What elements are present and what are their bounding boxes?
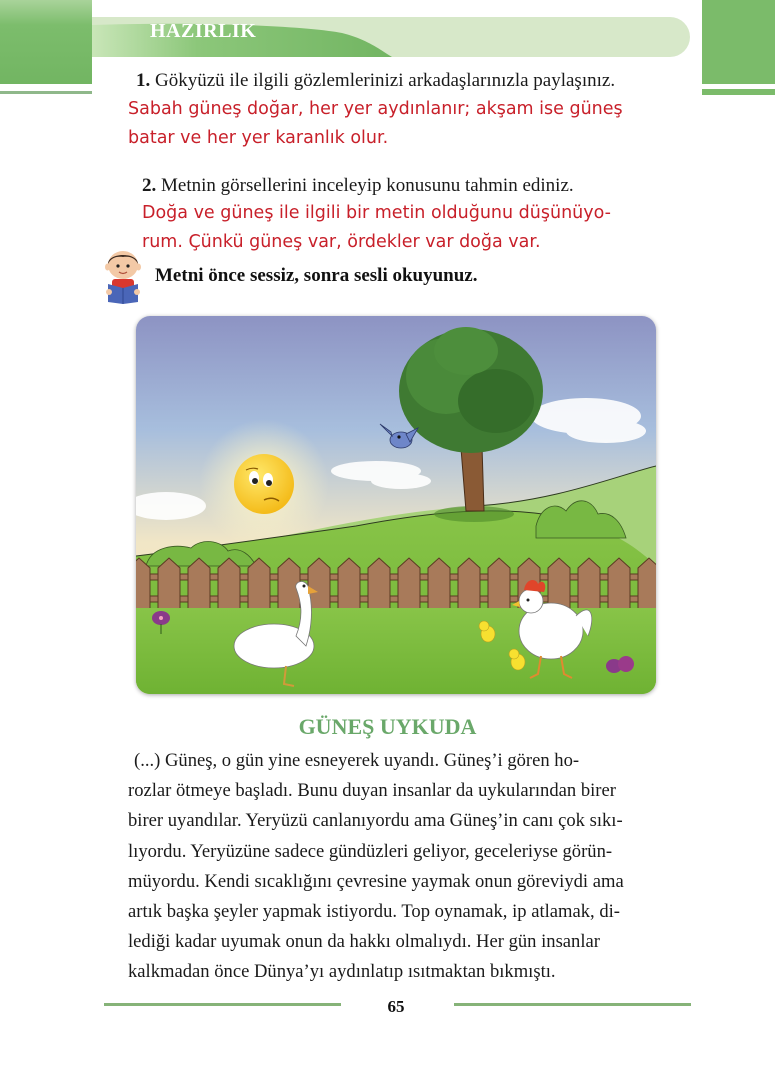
story-line: müyordu. Kendi sıcaklığını çevresine yaymak onun göreviydi ama (128, 870, 624, 892)
story-line: (...) Güneş, o gün yine esneyerek uyandı. Güneş’i gören ho- (134, 750, 580, 771)
answer-line: batar ve her yer karanlık olur. (128, 128, 389, 148)
footer-rule-left (104, 1003, 341, 1006)
question-text: Gökyüzü ile ilgili gözlemlerinizi arkadaşlarınızla paylaşınız. (155, 70, 616, 91)
story-line: birer uyandılar. Yeryüzü canlanıyordu ama Güneş’in canı çok sıkı- (128, 810, 623, 832)
question-number: 2. (142, 175, 157, 196)
story-line: rozlar ötmeye başladı. Bunu duyan insanlar da uykularından birer (128, 780, 616, 802)
story-illustration (136, 316, 656, 694)
corner-decoration-right (702, 0, 775, 84)
footer-rule-right (454, 1003, 691, 1006)
question-number: 1. (136, 70, 151, 91)
section-title: HAZIRLIK (150, 20, 257, 42)
question-text: Metnin görsellerini inceleyip konusunu tahmin ediniz. (161, 175, 574, 196)
story-line: kalkmadan önce Dünya’yı aydınlatıp ısıtmaktan bıkmıştı. (128, 961, 556, 983)
answer-1 (128, 95, 623, 153)
answer-line: rum. Çünkü güneş var, ördekler var doğa var. (142, 232, 541, 252)
answer-line: Doğa ve güneş ile ilgili bir metin olduğunu düşünüyo- (142, 203, 611, 223)
reading-boy-icon (102, 250, 144, 304)
corner-line-left (0, 91, 92, 94)
farm-scene (136, 316, 656, 694)
corner-decoration-left (0, 0, 92, 84)
corner-line-right (702, 89, 775, 95)
answer-line: Sabah güneş doğar, her yer aydınlanır; akşam ise güneş (128, 99, 623, 119)
story-line: lıyordu. Yeryüzüne sadece gündüzleri geliyor, geceleriyse görün- (128, 840, 613, 862)
sun-icon (234, 454, 294, 514)
story-line: artık başka şeyler yapmak istiyordu. Top oynamak, ip atlamak, di- (128, 901, 620, 923)
story-body (128, 746, 690, 988)
story-line: lediği kadar uyumak onun da hakkı olmalıydı. Her gün insanlar (128, 931, 600, 953)
question-1 (136, 70, 615, 92)
question-2 (142, 175, 574, 197)
story-title: GÜNEŞ UYKUDA (298, 714, 477, 739)
answer-2 (142, 199, 611, 257)
page-number: 65 (387, 997, 405, 1016)
reading-instruction: Metni önce sessiz, sonra sesli okuyunuz. (155, 265, 478, 286)
